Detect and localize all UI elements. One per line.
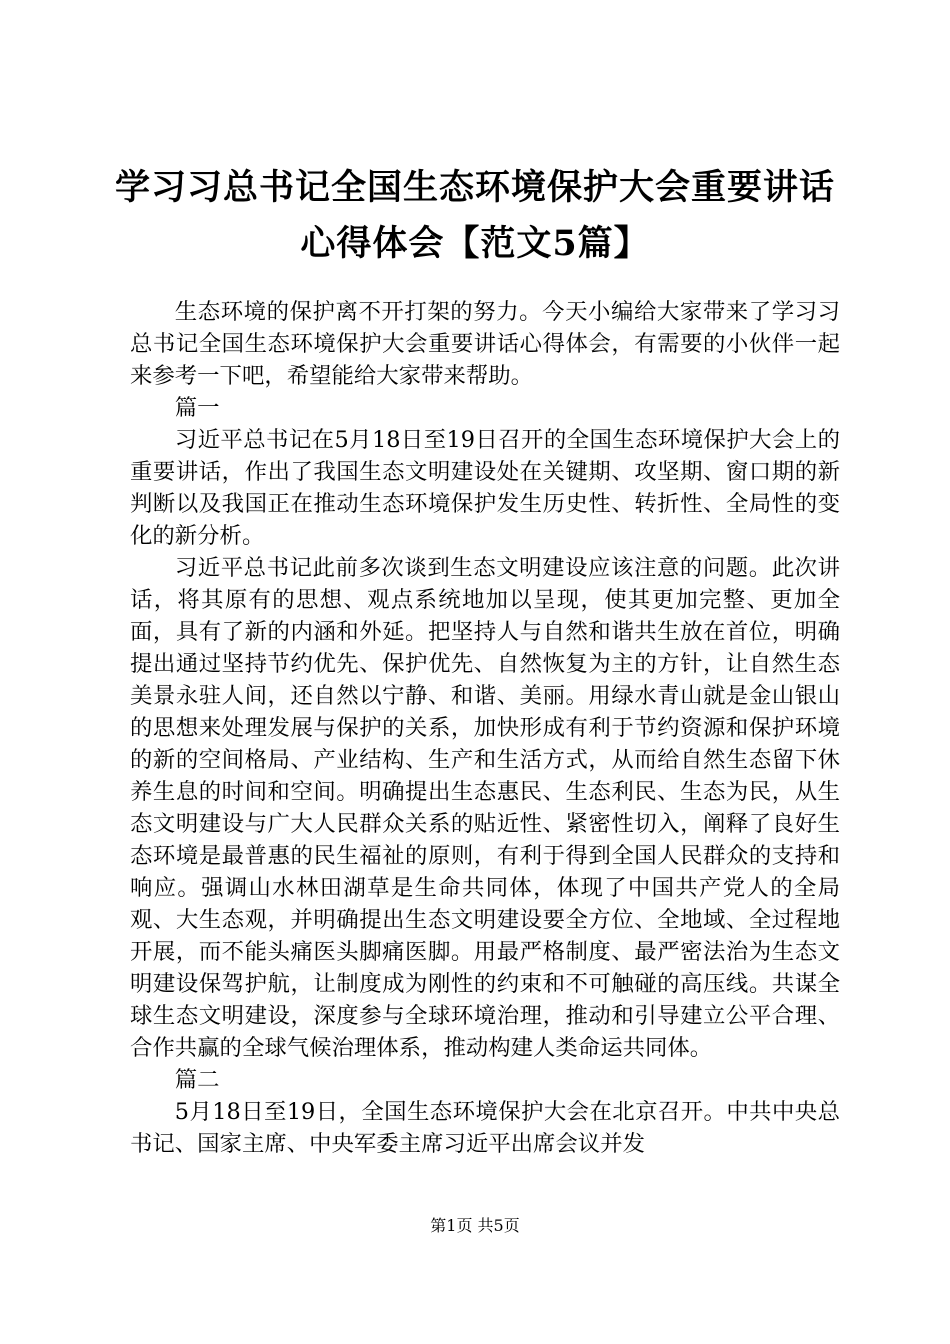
section2-paragraph-1: 5月18日至19日，全国生态环境保护大会在北京召开。中共中央总书记、国家主席、中央军委主席习近平出席会议并发 bbox=[130, 1099, 840, 1157]
page-number-footer: 第1页 共5页 bbox=[430, 1216, 520, 1235]
section-heading-1: 篇一 bbox=[174, 395, 220, 421]
section1-paragraph-2: 习近平总书记此前多次谈到生态文明建设应该注意的问题。此次讲话，将其原有的思想、观点系统地加以呈现，使其更加完整、更加全面，具有了新的内涵和外延。把坚持人与自然和谐共生放在首位，明确提出通过坚持节约优先、保护优先、自然恢复为主的方针，让自然生态美景永驻人间，还自然以宁静、和谐、美丽。用绿水青山就是金山银山的思想来处理发展与保护的关系，加快形成有利于节约资源和保护环境的新的空间格局、产业结构、生产和生活方式，从而给自然生态留下休养生息的时间和空间。明确提出生态惠民、生态利民、生态为民，从生态文明建设与广大人民群众关系的贴近性、紧密性切入，阐释了良好生态环境是最普惠的民生福祉的原则，有利于得到全国人民群众的支持和响应。强调山水林田湖草是生命共同体，体现了中国共产党人的全局观、大生态观，并明确提出生态文明建设要全方位、全地域、全过程地开展，而不能头痛医头脚痛医脚。用最严格制度、最严密法治为生态文明建设保驾护航，让制度成为刚性的约束和不可触碰的高压线。共谋全球生态文明建设，深度参与全球环境治理，推动和引导建立公平合理、合作共赢的全球气候治理体系，推动构建人类命运共同体。 bbox=[130, 555, 840, 1061]
document-title-line-2: 心得体会【范文5篇】 bbox=[300, 223, 650, 264]
document-body bbox=[130, 296, 840, 1160]
section-heading-2: 篇二 bbox=[174, 1067, 220, 1093]
document-title-line-1: 学习习总书记全国生态环境保护大会重要讲话 bbox=[114, 167, 835, 208]
section1-paragraph-1: 习近平总书记在5月18日至19日召开的全国生态环境保护大会上的重要讲话，作出了我国生态文明建设处在关键期、攻坚期、窗口期的新判断以及我国正在推动生态环境保护发生历史性、转折性、全局性的变化的新分析。 bbox=[130, 427, 840, 549]
intro-paragraph: 生态环境的保护离不开打架的努力。今天小编给大家带来了学习习总书记全国生态环境保护大会重要讲话心得体会，有需要的小伙伴一起来参考一下吧，希望能给大家带来帮助。 bbox=[130, 299, 840, 389]
